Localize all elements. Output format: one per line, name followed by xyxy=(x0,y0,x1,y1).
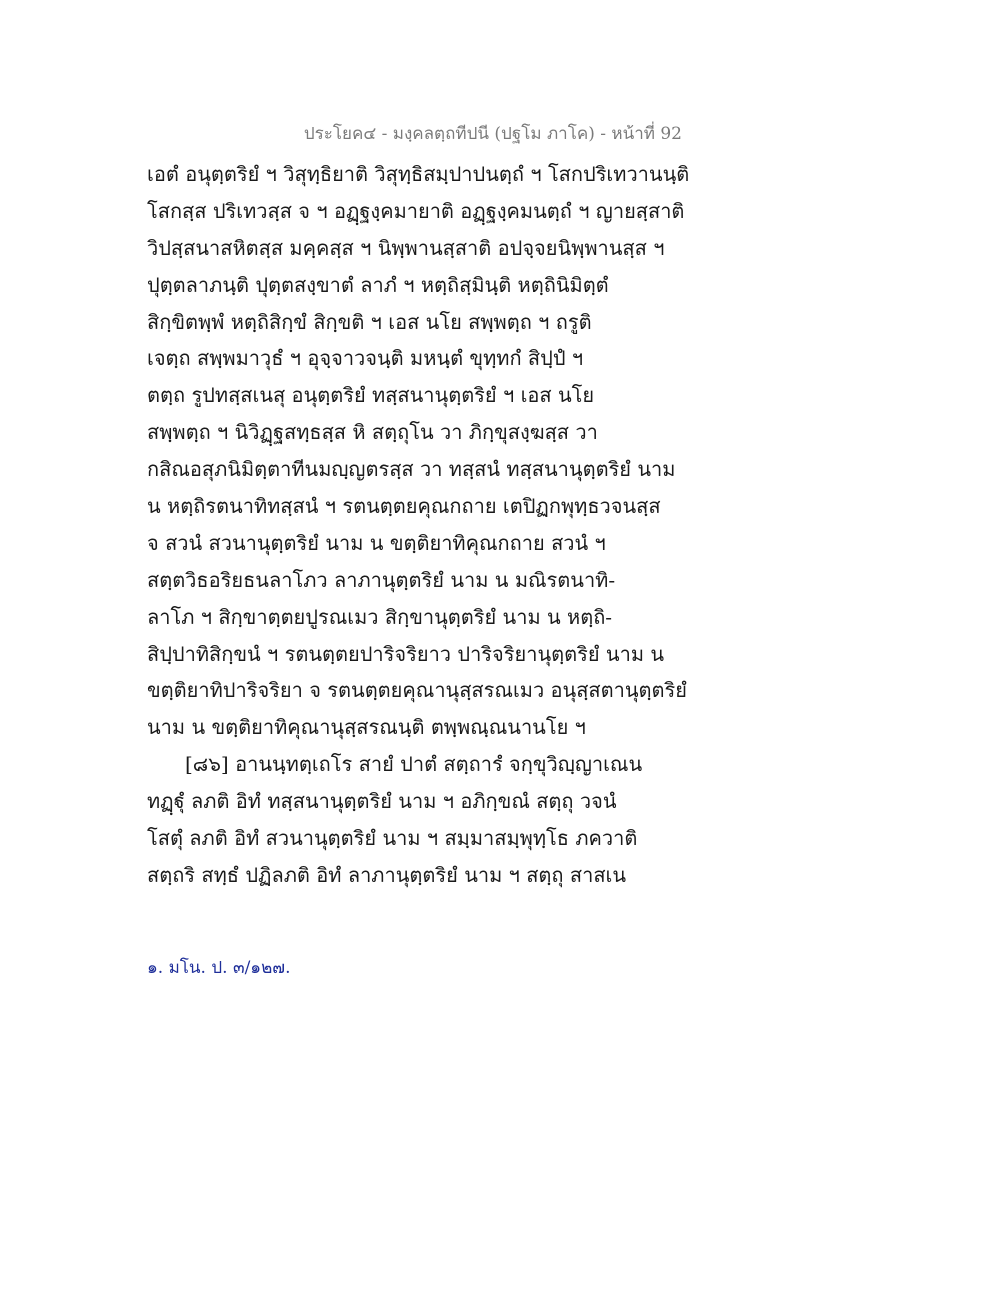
paragraph-start-line: [๘๖] อานนฺทตฺเถโร สายํ ปาตํ สตฺถารํ จกฺขุวิญฺญาเณน xyxy=(185,752,643,777)
text-line: วิปสฺสนาสหิตสฺส มคฺคสฺส ฯ นิพฺพานสฺสาติ อปจฺจยนิพฺพานสฺส ฯ xyxy=(147,235,665,260)
text-line: ขตฺติยาทิปาริจริยา จ รตนตฺตยคุณานุสฺสรณเมว อนุสฺสตานุตฺตริยํ xyxy=(147,678,687,703)
body-text xyxy=(147,156,707,894)
text-line: ตตฺถ รูปทสฺสเนสุ อนุตฺตริยํ ทสฺสนานุตฺตริยํ ฯ เอส นโย xyxy=(147,383,595,408)
text-line: ปุตฺตลาภนฺติ ปุตฺตสงฺขาตํ ลาภํ ฯ หตฺถิสฺมินฺติ หตฺถินิมิตฺตํ xyxy=(147,272,609,297)
text-line: น หตฺถิรตนาทิทสฺสนํ ฯ รตนตฺตยคุณกถาย เตปิฏกพุทฺธวจนสฺส xyxy=(147,494,661,519)
text-line: โสกสฺส ปริเทวสฺส จ ฯ อฏฺฐงฺคมายาติ อฏฺฐงฺคมนตฺถํ ฯ ญายสฺสาติ xyxy=(147,198,685,223)
text-line: เอตํ อนุตฺตริยํ ฯ วิสุทฺธิยาติ วิสุทฺธิสมฺปาปนตฺถํ ฯ โสกปริเทวานนฺติ xyxy=(147,162,690,186)
text-line: กสิณอสุภนิมิตฺตาทีนมญฺญตรสฺส วา ทสฺสนํ ทสฺสนานุตฺตริยํ นาม xyxy=(147,457,676,482)
text-line: สตฺถริ สทฺธํ ปฏิลภติ อิทํ ลาภานุตฺตริยํ นาม ฯ สตฺถุ สาสเน xyxy=(147,862,627,887)
text-line: สิกฺขิตพฺพํ หตฺถิสิกฺขํ สิกฺขติ ฯ เอส นโย สพฺพตฺถ ฯ ถรูติ xyxy=(147,309,592,334)
running-header: ประโยค๔ - มงฺคลตฺถทีปนี (ปฐโม ภาโค) - หน้าที่ 92 xyxy=(303,124,682,144)
text-line: ทฏฺฐุํ ลภติ อิทํ ทสฺสนานุตฺตริยํ นาม ฯ อภิกฺขณํ สตฺถุ วจนํ xyxy=(147,789,617,814)
text-line: สิปฺปาทิสิกฺขนํ ฯ รตนตฺตยปาริจริยาว ปาริจริยานุตฺตริยํ นาม น xyxy=(147,641,665,666)
text-line: นาม น ขตฺติยาทิคุณานุสฺสรณนฺติ ตพฺพณฺณนานโย ฯ xyxy=(147,715,586,740)
text-line: สพฺพตฺถ ฯ นิวิฏฺฐสทฺธสฺส หิ สตฺถุโน วา ภิกฺขุสงฺฆสฺส วา xyxy=(147,420,598,445)
text-line: สตฺตวิธอริยธนลาโภว ลาภานุตฺตริยํ นาม น มณิรตนาทิ- xyxy=(147,567,616,592)
text-line: เจตฺถ สพฺพมาวุธํ ฯ อุจฺจาวจนฺติ มหนฺตํ ขุทฺทกํ สิปฺปํ ฯ xyxy=(147,346,584,371)
footnote: ๑. มโน. ป. ๓/๑๒๗. xyxy=(147,958,291,978)
text-line: จ สวนํ สวนานุตฺตริยํ นาม น ขตฺติยาทิคุณกถาย สวนํ ฯ xyxy=(147,530,606,555)
text-line: โสตุํ ลภติ อิทํ สวนานุตฺตริยํ นาม ฯ สมฺมาสมฺพุทฺโธ ภควาติ xyxy=(147,826,638,851)
text-line: ลาโภ ฯ สิกฺขาตฺตยปูรณเมว สิกฺขานุตฺตริยํ นาม น หตฺถิ- xyxy=(147,604,613,629)
